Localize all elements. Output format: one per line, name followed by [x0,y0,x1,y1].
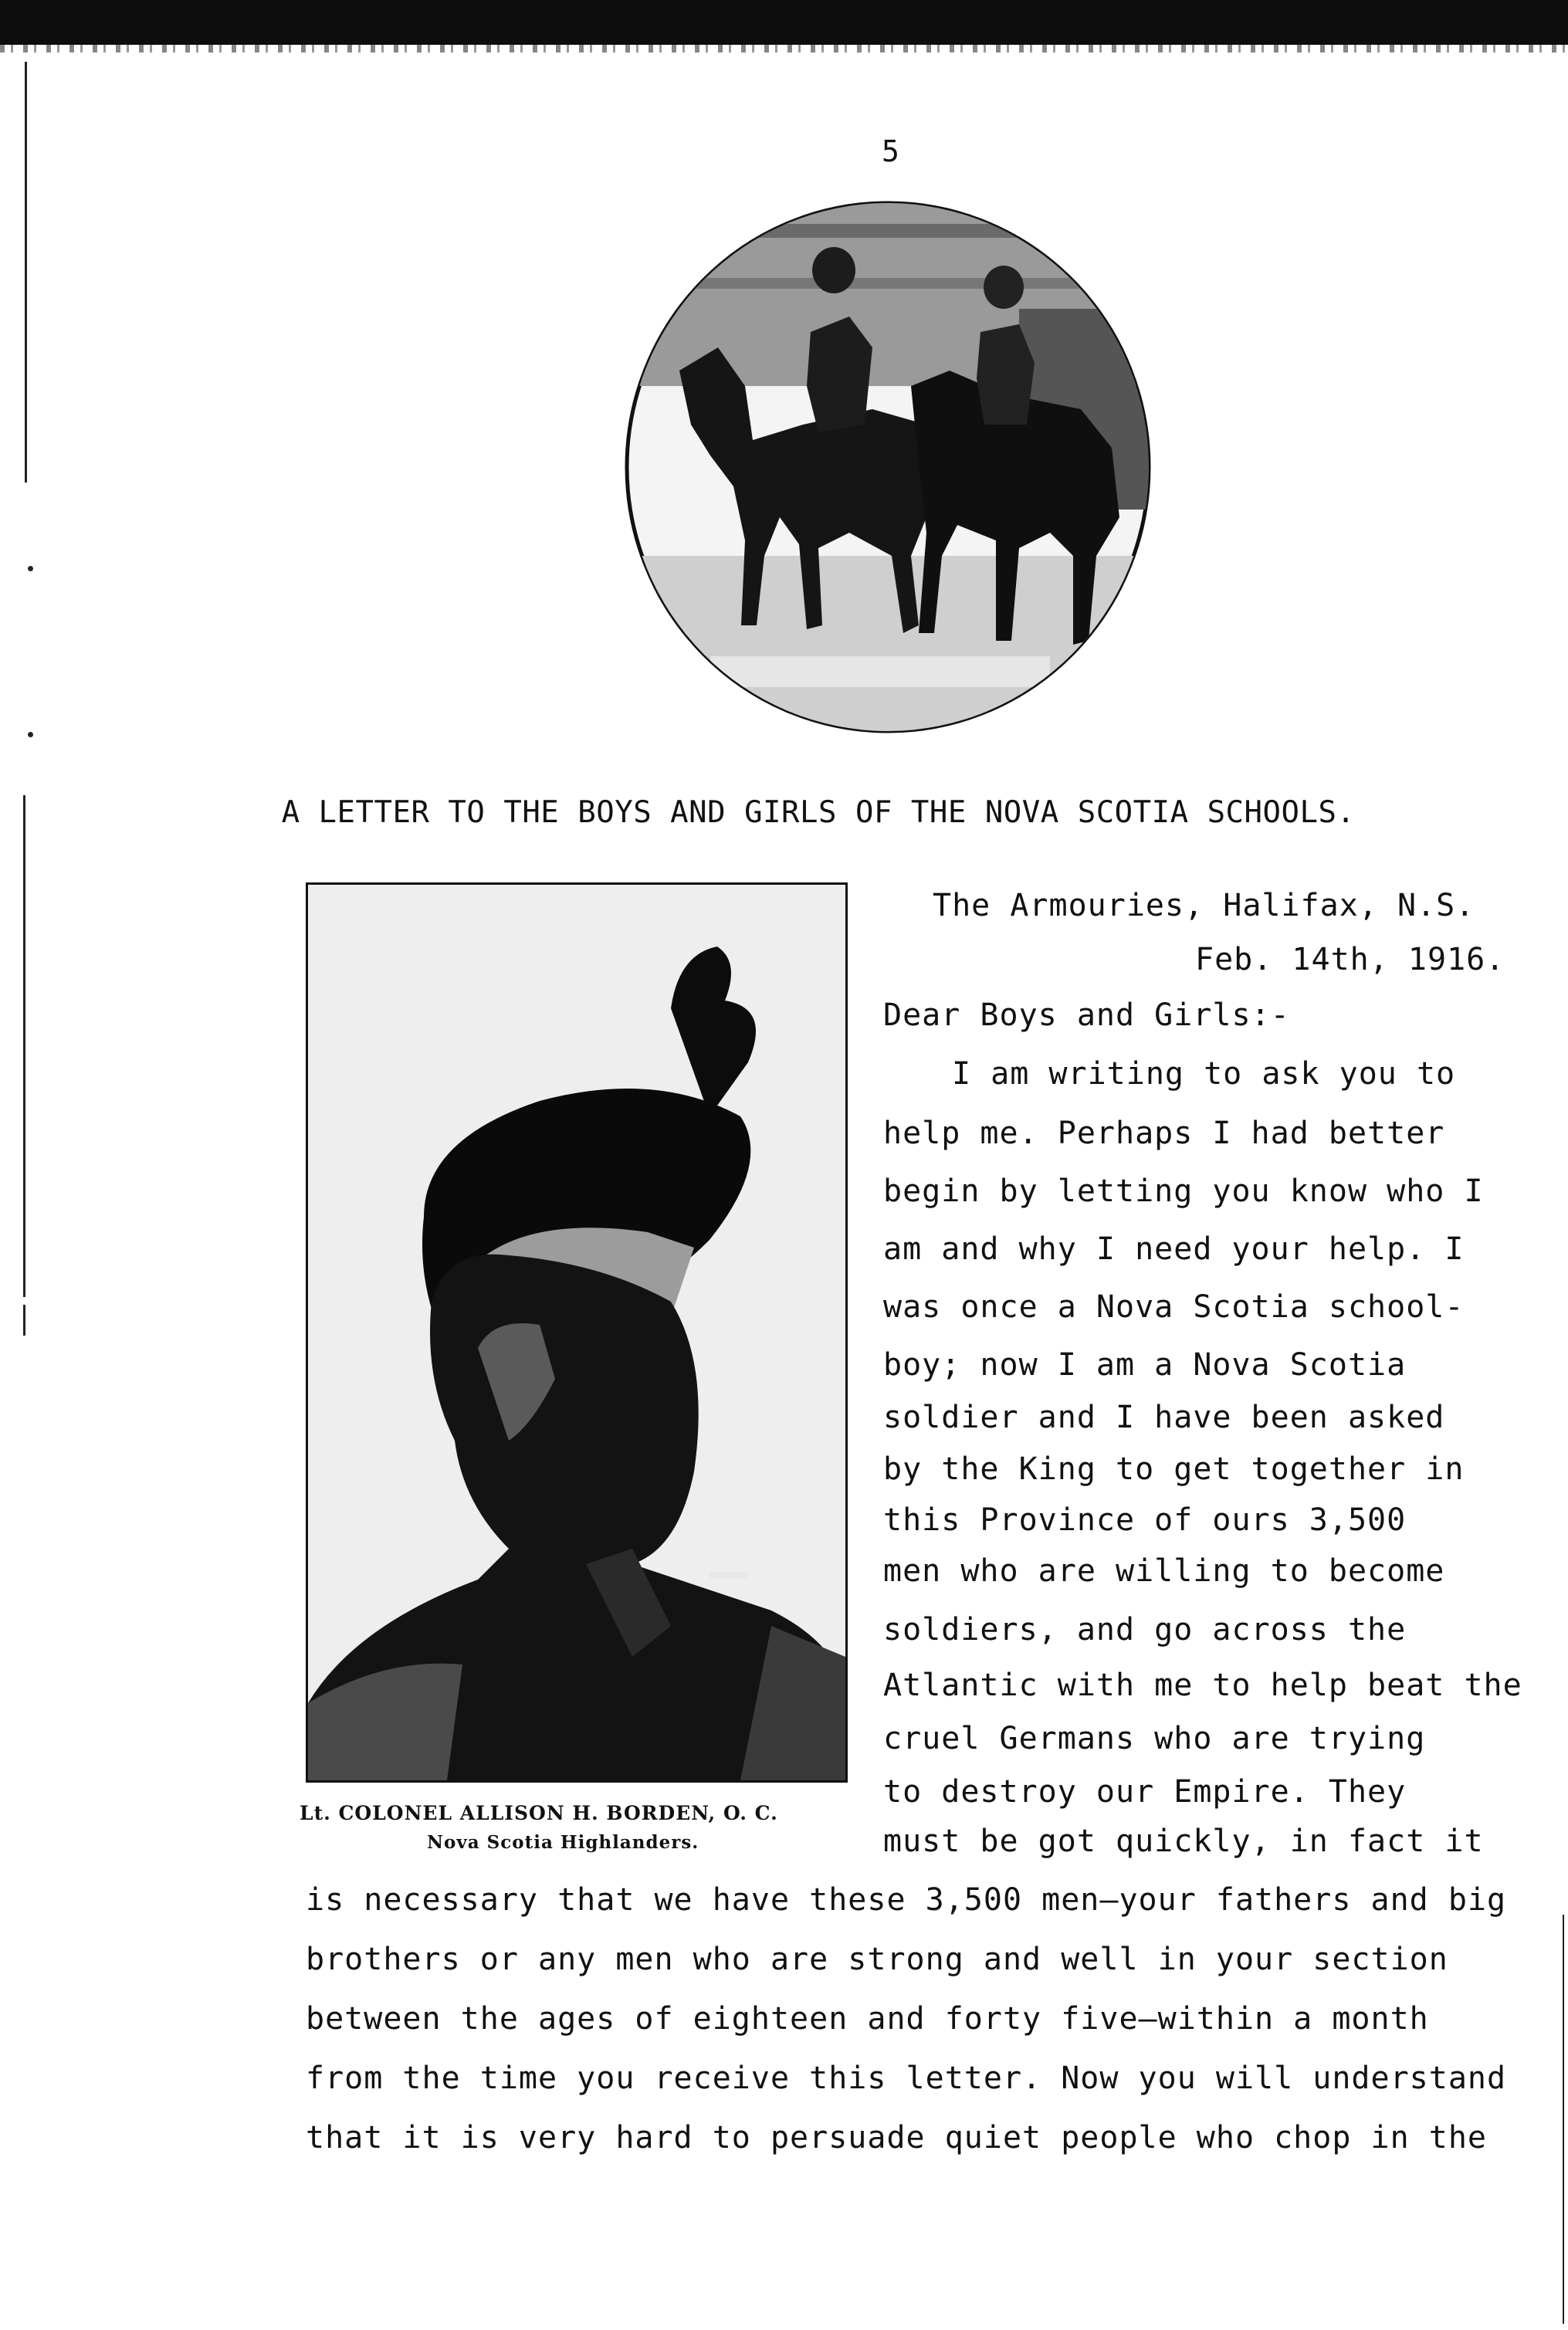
letter-line: begin by letting you know who I [883,1173,1484,1209]
letter-line: is necessary that we have these 3,500 men—your fathers and big [306,1882,1507,1918]
scan-top-bar [0,0,1568,45]
letter-line: brothers or any men who are strong and well in your section [306,1942,1448,1977]
scan-noise-strip [0,45,1568,52]
letter-line: to destroy our Empire. They [883,1774,1407,1810]
letter-date: Feb. 14th, 1916. [1195,942,1505,977]
letter-line: boy; now I am a Nova Scotia [883,1347,1407,1383]
horse-riders-vignette [618,193,1158,741]
scan-edge-mark-2 [23,795,25,1297]
letter-line: by the King to get together in [883,1451,1465,1487]
letter-address: The Armouries, Halifax, N.S. [933,888,1475,923]
letter-line: men who are willing to become [883,1553,1445,1589]
portrait-photo [306,882,848,1783]
letter-line: was once a Nova Scotia school- [883,1289,1465,1325]
letter-line: this Province of ours 3,500 [883,1502,1407,1538]
letter-line: cruel Germans who are trying [883,1721,1426,1756]
scan-edge-mark-1 [25,62,27,483]
letter-heading: A LETTER TO THE BOYS AND GIRLS OF THE NOVA SCOTIA SCHOOLS. [281,795,1356,830]
page-number: 5 [882,134,900,168]
portrait-caption-name: Lt. COLONEL ALLISON H. BORDEN, O. C. [300,1802,778,1824]
letter-line: I am writing to ask you to [952,1056,1456,1092]
letter-line: am and why I need your help. I [883,1231,1465,1267]
letter-line: from the time you receive this letter. Now you will understand [306,2061,1507,2096]
portrait-caption-unit: Nova Scotia Highlanders. [427,1832,699,1853]
scan-speck [28,732,33,737]
scan-edge-mark-3 [23,1305,25,1336]
letter-line: Atlantic with me to help beat the [883,1668,1522,1703]
scan-edge-mark-right [1563,1915,1564,2324]
letter-line: that it is very hard to persuade quiet people who chop in the [306,2120,1488,2156]
letter-line: help me. Perhaps I had better [883,1116,1445,1151]
letter-line: soldiers, and go across the [883,1612,1407,1648]
letter-line: must be got quickly, in fact it [883,1824,1484,1859]
letter-salutation: Dear Boys and Girls:- [883,997,1290,1033]
letter-line: soldier and I have been asked [883,1400,1445,1435]
scan-speck [28,566,33,571]
letter-line: between the ages of eighteen and forty five—within a month [306,2001,1429,2037]
